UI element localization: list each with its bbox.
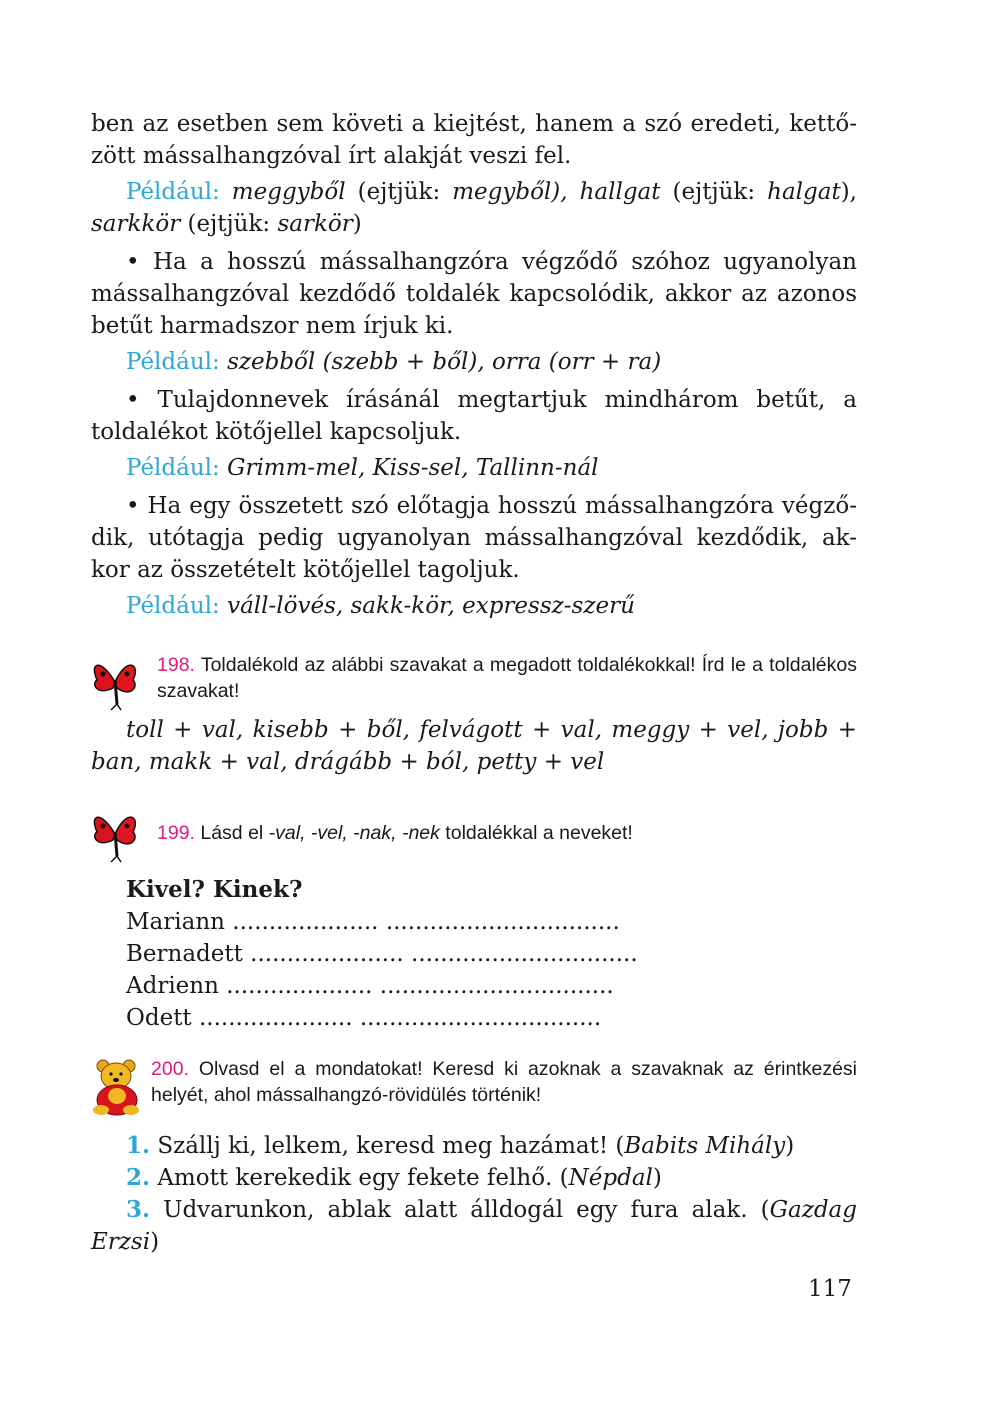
fill-dots: ................................. [359,1005,602,1031]
example-text: ) [352,211,362,237]
example-word: sarkkör [91,211,181,237]
butterfly-icon [91,806,139,864]
sentence-text: Amott kerekedik egy fekete felhő. ( [150,1165,569,1191]
sentence-text: Udvarunkon, ablak alatt álldogál egy fura alak. ( [150,1197,770,1223]
task-text: toldalékkal a neveket! [439,822,633,844]
name-list [126,874,857,1034]
task-number: 198. [157,654,195,676]
example-3 [126,452,857,484]
name: Mariann [126,909,225,935]
fill-dots: ..................... [199,1005,353,1031]
task-text: Lásd el [194,822,269,844]
sentence-number: 3. [126,1196,151,1223]
name: Adrienn [126,973,219,999]
sentence-1 [91,1130,857,1162]
task-number: 199. [157,822,195,844]
sentence-author: Népdal [568,1165,653,1191]
task-200-instruction [151,1056,857,1108]
fill-dots: .................... [226,973,373,999]
name: Bernadett [126,941,243,967]
task-199 [91,806,857,862]
example-1 [91,176,857,240]
example-2 [126,346,857,378]
sentence-author: Babits Mihály [624,1133,786,1159]
example-word: megyből), [452,179,568,205]
fill-dots: ................................ [379,973,614,999]
task-text: Olvasd el a mondatokat! Keresd ki azoknak a szavaknak az érintkezési helyét, ahol mássalhangzó-rövidülés történik! [151,1058,857,1106]
sentence-2 [91,1162,857,1194]
example-text: váll-lövés, sakk-kör, expressz-szerű [227,593,635,619]
list-item [126,1002,857,1034]
task-text: -val, -vel, -nak, -nek [268,822,440,844]
sentence-text: Szállj ki, lelkem, keresd meg hazámat! ( [150,1133,625,1159]
task-198-words: toll + val, kisebb + ből, felvágott + val, meggy + vel, jobb + ban, makk + val, drágább + ból, petty + vel [91,717,857,775]
fill-dots: ............................... [411,941,638,967]
sentence-text: ) [652,1165,662,1191]
example-4 [126,590,857,622]
example-word: halgat [767,179,841,205]
sentence-text: ) [785,1133,795,1159]
fill-dots: ..................... [250,941,404,967]
bear-icon [91,1056,143,1116]
example-text: (ejtjük: [660,179,768,205]
task-199-instruction [157,806,857,846]
example-text: (ejtjük: [180,211,278,237]
sentences [91,1130,857,1258]
example-word: hallgat [567,179,661,205]
example-text: Grimm-mel, Kiss-sel, Tallinn-nál [227,455,599,481]
example-label: Például: [126,349,220,375]
task-198-instruction [157,652,857,704]
butterfly-icon [91,654,139,712]
name: Odett [126,1005,192,1031]
example-word: meggyből [231,179,346,205]
example-label: Például: [126,593,220,619]
sentence-3 [91,1194,857,1258]
task-number: 200. [151,1058,189,1080]
sentence-author: Gazdag Erzsi [91,1197,857,1255]
list-item [126,938,857,970]
page-content [91,108,857,1258]
sentence-number: 1. [126,1132,151,1159]
example-word: sarkör [277,211,353,237]
list-heading: Kivel? Kinek? [126,876,303,903]
example-label: Például: [126,455,220,481]
task-text: Toldalékold az alábbi szavakat a megadott toldalékokkal! Írd le a toldalékos szavakat! [157,654,857,702]
fill-dots: ................................ [385,909,620,935]
list-item [126,970,857,1002]
sentence-number: 2. [126,1164,151,1191]
fill-dots: .................... [232,909,379,935]
example-text: (ejtjük: [345,179,453,205]
example-text: szebből (szebb + ből), orra (orr + ra) [227,349,662,375]
example-text: ), [840,179,857,205]
example-label: Például: [126,179,220,205]
page-number: 117 [808,1276,852,1302]
intro-paragraph: ben az esetben sem követi a kiejtést, hanem a szó eredeti, kettő-zött mássalhangzóval írt alakját veszi fel. [91,111,857,169]
task-198 [91,652,857,704]
rule-2: • Ha a hosszú mássalhangzóra végződő szóhoz ugyanolyan mássalhangzóval kezdődő toldalék kapcsolódik, akkor az azonos betűt harmadszor nem írjuk ki. [91,249,857,339]
task-200 [91,1056,857,1108]
rule-4: • Ha egy összetett szó előtagja hosszú mássalhangzóra végző-dik, utótagja pedig ugyanolyan mássalhangzóval kezdődik, ak-kor az összetételt kötőjellel tagoljuk. [91,493,857,583]
sentence-text: ) [150,1229,160,1255]
list-item [126,906,857,938]
rule-3: • Tulajdonnevek írásánál megtartjuk mindhárom betűt, a toldalékot kötőjellel kapcsoljuk. [91,387,857,445]
